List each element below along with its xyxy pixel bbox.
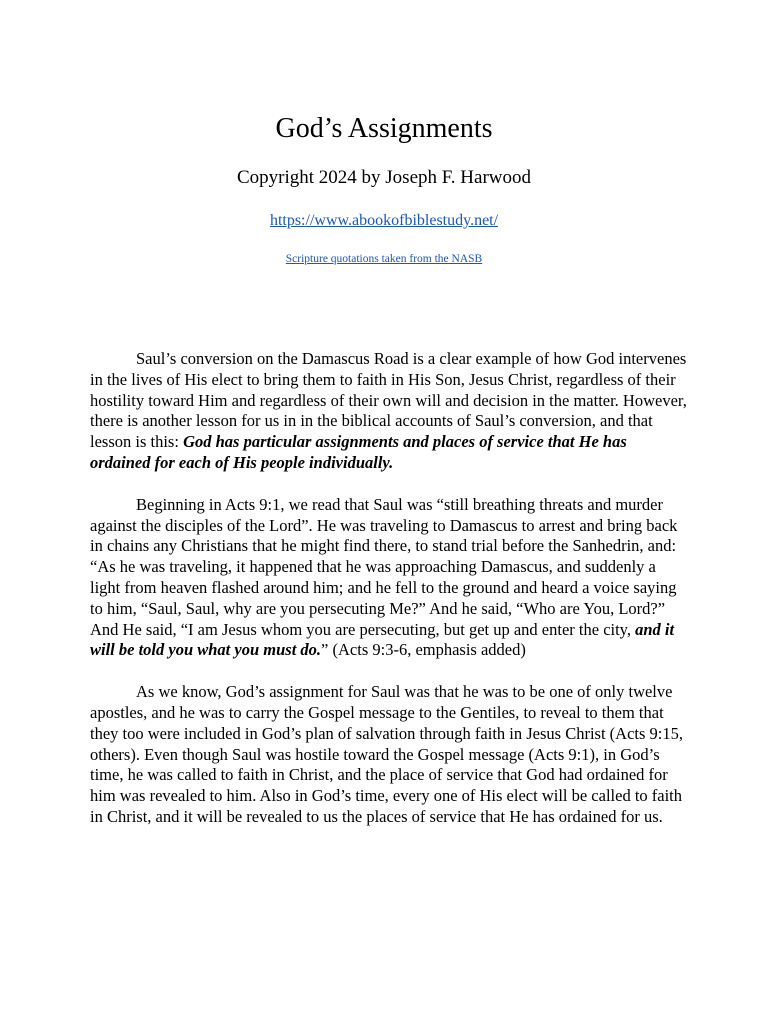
paragraph-2-text: Beginning in Acts 9:1, we read that Saul was “still breathing threats and murder against the disciples of the Lord”. He was traveling to Damascus to arrest and bring back in chains any Christians that he might find there, to stand trial before the Sanhedrin, and: [90,494,678,556]
scripture-source-link[interactable]: Scripture quotations taken from the NASB [285,253,483,265]
website-link[interactable]: https://www.abookofbiblestudy.net/ [269,212,499,229]
paragraph-1 [90,349,690,474]
paragraph-3 [90,682,690,828]
paragraph-2 [90,495,690,557]
copyright-line: Copyright 2024 by Joseph F. Harwood [236,167,532,188]
quote-reference: ” (Acts 9:3-6, emphasis added) [321,640,526,660]
quote-emphasis: and it will be told you what you must do. [90,619,675,660]
paragraph-1-emphasis: God has particular assignments and places of service that He has ordained for each of His people individually. [90,432,627,472]
paragraph-1-text: Saul’s conversion on the Damascus Road is a clear example of how God intervenes in the lives of His elect to bring them to faith in His Son, Jesus Christ, regardless of their hostility toward Him and regardless of their own will and decision in the matter. However, there is another lesson for us in in the biblical accounts of Saul’s conversion, and that lesson is this: [90,349,687,452]
document-body [90,349,690,828]
document-title: God’s Assignments [275,113,493,144]
paragraph-3-text: As we know, God’s assignment for Saul was that he was to be one of only twelve apostles, and he was to carry the Gospel message to the Gentiles, to reveal to them that they too were included in God’s plan of salvation through faith in Jesus Christ (Acts 9:15, others). Even though Saul was hostile toward the Gospel message (Acts 9:1), in God’s time, he was called to faith in Christ, and the place of service that God had ordained for him was revealed to him. Also in God’s time, every one of His elect will be called to faith in Christ, and it will be revealed to us the places of service that He has ordained for us. [90,682,683,826]
quote-text: “As he was traveling, it happened that he was approaching Damascus, and suddenly a light from heaven flashed around him; and he fell to the ground and heard a voice saying to him, “Saul, Saul, why are you persecuting Me?” And he said, “Who are You, Lord?” And He said, “I am Jesus whom you are persecuting, but get up and enter the city, [90,557,677,639]
scripture-quote [90,557,690,661]
